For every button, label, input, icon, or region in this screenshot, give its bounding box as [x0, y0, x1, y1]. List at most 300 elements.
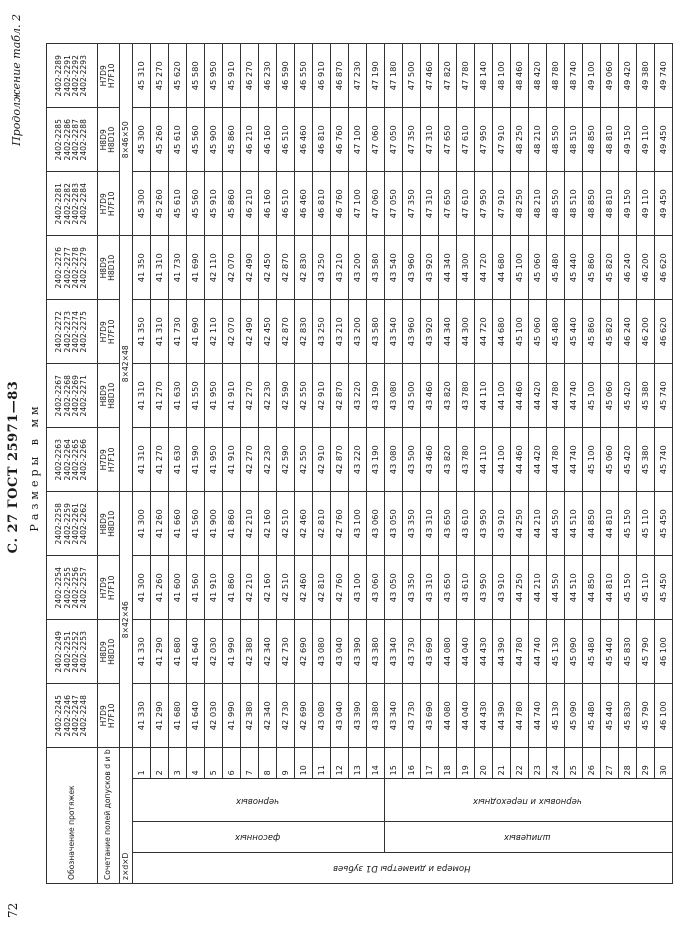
designation-code: 2402-2273: [62, 311, 72, 353]
diameter-value: 43 920: [421, 236, 439, 300]
diameter-value: 43 390: [349, 620, 367, 684]
designation-code: 2402-2278: [71, 247, 80, 289]
table-row: [223, 44, 241, 884]
diameter-value: 45 060: [529, 236, 547, 300]
designation-code: 2402-2288: [79, 119, 89, 161]
category-label: черновых и переходных: [473, 795, 583, 806]
diameter-value: 47 950: [475, 108, 493, 172]
document-header: С. 27 ГОСТ 25971—83: [6, 380, 21, 554]
diameter-value: 46 240: [619, 236, 637, 300]
diameter-value: 47 460: [421, 44, 439, 108]
tooth-number: 25: [565, 748, 583, 779]
table-row: [151, 44, 169, 884]
tooth-number: 28: [619, 748, 637, 779]
tooth-number: 14: [367, 748, 385, 779]
category-shaped: [133, 822, 385, 853]
table-caption: Продолжение табл. 2: [10, 14, 23, 146]
diameter-value: 46 550: [295, 44, 313, 108]
diameter-value: 46 210: [241, 108, 259, 172]
table-row: [565, 44, 583, 884]
table-row: [277, 44, 295, 884]
diameter-value: 41 550: [187, 364, 205, 428]
diameter-value: 43 080: [385, 428, 403, 492]
size-label: z×d×D: [119, 748, 132, 884]
designation-code: 2402-2265: [71, 439, 80, 481]
designation-cell: [47, 556, 98, 620]
diameter-value: 41 290: [151, 620, 169, 684]
diameter-value: 46 200: [637, 300, 655, 364]
diameter-value: 44 100: [493, 428, 511, 492]
diameter-value: 46 870: [331, 44, 349, 108]
diameter-value: 42 870: [331, 428, 349, 492]
table-row: [385, 44, 403, 884]
diameter-value: 46 240: [619, 300, 637, 364]
tolerance-code: H8D9: [99, 513, 108, 535]
tolerance-cell: [98, 492, 120, 556]
diameter-value: 42 450: [259, 300, 277, 364]
diameter-value: 48 210: [529, 172, 547, 236]
page-number: 72: [6, 902, 20, 918]
diameter-value: 46 100: [655, 620, 673, 684]
designation-cell: [47, 620, 98, 684]
designation-cell: [47, 108, 98, 172]
tooth-number: 7: [241, 748, 259, 779]
diameter-value: 41 680: [169, 684, 187, 748]
diameter-value: 42 510: [277, 556, 295, 620]
diameter-value: 48 100: [493, 44, 511, 108]
tooth-number: 27: [601, 748, 619, 779]
tolerance-label: Сочетание полей допусков d и b: [98, 748, 120, 884]
diameter-value: 43 050: [385, 556, 403, 620]
diameter-value: 45 480: [547, 236, 565, 300]
tolerance-code: H8D10: [107, 126, 117, 153]
diameter-value: 44 080: [439, 684, 457, 748]
table-row: [583, 44, 601, 884]
diameter-value: 46 270: [241, 44, 259, 108]
diameter-value: 44 460: [511, 364, 529, 428]
diameter-value: 44 420: [529, 364, 547, 428]
diameter-value: 42 910: [313, 364, 331, 428]
diameter-value: 43 610: [457, 556, 475, 620]
table-row: [403, 44, 421, 884]
tolerance-code: H8D9: [99, 641, 108, 663]
diameter-value: 41 300: [133, 492, 151, 556]
tolerance-code: H7F10: [107, 703, 117, 729]
diameter-value: 41 690: [187, 300, 205, 364]
tooth-number: 26: [583, 748, 601, 779]
diameter-value: 45 060: [529, 300, 547, 364]
diameter-value: 43 100: [349, 492, 367, 556]
diameter-value: 42 110: [205, 236, 223, 300]
diameter-value: 41 310: [133, 428, 151, 492]
diameter-value: 43 350: [403, 492, 421, 556]
table-row: [295, 44, 313, 884]
diameter-value: 43 250: [313, 236, 331, 300]
table-row: [493, 44, 511, 884]
diameter-value: 43 580: [367, 300, 385, 364]
diameter-value: 48 740: [565, 44, 583, 108]
designation-code: 2402-2287: [71, 119, 80, 161]
designation-code: 2402-2249: [54, 631, 64, 673]
tooth-number: 18: [439, 748, 457, 779]
diameter-value: 42 160: [259, 492, 277, 556]
diameter-value: 41 730: [169, 300, 187, 364]
tooth-number: 15: [385, 748, 403, 779]
diameter-value: 42 490: [241, 236, 259, 300]
diameter-value: 45 740: [655, 428, 673, 492]
diameter-value: 45 830: [619, 684, 637, 748]
diameter-value: 47 310: [421, 108, 439, 172]
diameter-value: 47 500: [403, 44, 421, 108]
diameter-value: 45 820: [601, 236, 619, 300]
tooth-number: 23: [529, 748, 547, 779]
diameter-value: 45 790: [637, 684, 655, 748]
designation-code: 2402-2284: [79, 183, 89, 225]
designation-code: 2402-2274: [71, 311, 80, 353]
diameter-value: 44 460: [511, 428, 529, 492]
diameter-value: 48 550: [547, 172, 565, 236]
table-row: [421, 44, 439, 884]
designation-code: 2402-2292: [71, 55, 80, 97]
diameter-value: 45 860: [223, 172, 241, 236]
diameter-value: 41 860: [223, 492, 241, 556]
diameter-value: 44 430: [475, 620, 493, 684]
diameter-value: 44 810: [601, 556, 619, 620]
designation-code: 2402-2262: [79, 503, 89, 545]
diameter-value: 42 030: [205, 684, 223, 748]
diameter-value: 44 340: [439, 236, 457, 300]
diameter-value: 41 660: [169, 492, 187, 556]
diameter-value: 44 420: [529, 428, 547, 492]
diameter-value: 43 380: [367, 620, 385, 684]
diameter-value: 43 910: [493, 492, 511, 556]
table-row: [241, 44, 259, 884]
diameter-value: 45 450: [655, 492, 673, 556]
designation-code: 2402-2259: [62, 503, 72, 545]
diameter-value: 44 720: [475, 236, 493, 300]
diameter-value: 41 640: [187, 620, 205, 684]
tolerance-code: H8D9: [99, 257, 108, 279]
category-sub: [133, 779, 385, 822]
table-row: [439, 44, 457, 884]
diameter-value: 45 860: [583, 236, 601, 300]
diameter-value: 41 640: [187, 684, 205, 748]
diameter-value: 47 060: [367, 172, 385, 236]
designation-code: 2402-2275: [79, 311, 89, 353]
diameter-value: 45 300: [133, 108, 151, 172]
diameter-value: 46 230: [259, 44, 277, 108]
designation-code: 2402-2286: [62, 119, 72, 161]
tooth-number: 30: [655, 748, 673, 779]
tooth-number: 11: [313, 748, 331, 779]
designation-code: 2402-2261: [71, 503, 80, 545]
diameter-value: 49 420: [619, 44, 637, 108]
diameter-value: 45 130: [547, 684, 565, 748]
diameter-value: 44 740: [565, 428, 583, 492]
size-row: [119, 44, 132, 884]
tolerance-row: [98, 44, 120, 884]
diameter-value: 42 730: [277, 684, 295, 748]
diameter-value: 42 380: [241, 620, 259, 684]
diameter-value: 42 810: [313, 556, 331, 620]
diameter-value: 47 050: [385, 108, 403, 172]
diameter-value: 45 910: [205, 172, 223, 236]
diameter-value: 45 110: [637, 492, 655, 556]
diameter-value: 43 460: [421, 364, 439, 428]
table-row: [259, 44, 277, 884]
diameter-value: 43 100: [349, 556, 367, 620]
diameter-value: 47 950: [475, 172, 493, 236]
diameter-value: 42 030: [205, 620, 223, 684]
tooth-number: 20: [475, 748, 493, 779]
tooth-number: 16: [403, 748, 421, 779]
table-row: [133, 44, 151, 884]
designation-code: 2402-2248: [79, 695, 89, 737]
units-subtitle: Размеры в мм: [28, 402, 41, 532]
diameter-value: 43 040: [331, 684, 349, 748]
diameter-value: 42 760: [331, 556, 349, 620]
diameter-value: 48 850: [583, 108, 601, 172]
diameter-value: 43 390: [349, 684, 367, 748]
diameter-value: 47 820: [439, 44, 457, 108]
diameter-value: 43 650: [439, 556, 457, 620]
tolerance-cell: [98, 556, 120, 620]
designation-code: 2402-2291: [62, 55, 72, 97]
table-row: [169, 44, 187, 884]
tolerance-code: H7F10: [107, 319, 117, 345]
tolerance-cell: [98, 44, 120, 108]
diameter-value: 42 590: [277, 428, 295, 492]
diameter-value: 42 450: [259, 236, 277, 300]
diameter-value: 42 590: [277, 364, 295, 428]
diameter-value: 45 900: [205, 108, 223, 172]
diameter-value: 45 560: [187, 172, 205, 236]
diameter-value: 44 300: [457, 236, 475, 300]
tolerance-cell: [98, 108, 120, 172]
diameter-value: 43 060: [367, 556, 385, 620]
diameter-value: 44 780: [511, 620, 529, 684]
diameter-value: 42 210: [241, 492, 259, 556]
diameter-value: 49 380: [637, 44, 655, 108]
diameter-value: 43 500: [403, 428, 421, 492]
diameter-value: 45 100: [511, 236, 529, 300]
diameter-value: 46 510: [277, 172, 295, 236]
diameter-value: 42 340: [259, 684, 277, 748]
designation-code: 2402-2279: [79, 247, 89, 289]
tolerance-cell: [98, 236, 120, 300]
diameter-value: 41 560: [187, 556, 205, 620]
designation-code: 2402-2276: [54, 247, 64, 289]
table-row: [637, 44, 655, 884]
diameter-value: 45 480: [583, 620, 601, 684]
diameter-value: 45 300: [133, 172, 151, 236]
tolerance-cell: [98, 300, 120, 364]
diameter-value: 43 650: [439, 492, 457, 556]
diameter-value: 45 440: [601, 684, 619, 748]
tooth-number: 29: [637, 748, 655, 779]
diameter-value: 45 100: [511, 300, 529, 364]
diameter-value: 41 260: [151, 492, 169, 556]
diameter-value: 46 910: [313, 44, 331, 108]
designation-code: 2402-2251: [62, 631, 72, 673]
diameter-value: 49 150: [619, 108, 637, 172]
diameter-value: 42 690: [295, 684, 313, 748]
diameter-value: 43 820: [439, 428, 457, 492]
diameter-value: 43 920: [421, 300, 439, 364]
diameter-value: 47 350: [403, 108, 421, 172]
diameter-value: 47 650: [439, 108, 457, 172]
diameter-value: 41 950: [205, 364, 223, 428]
diameter-value: 44 040: [457, 620, 475, 684]
designation-row: [47, 44, 98, 884]
diameter-value: 46 160: [259, 108, 277, 172]
diameter-value: 43 780: [457, 364, 475, 428]
diameter-value: 46 810: [313, 108, 331, 172]
diameter-value: 43 950: [475, 492, 493, 556]
tooth-number: 9: [277, 748, 295, 779]
designation-code: 2402-2271: [79, 375, 89, 417]
diameter-value: 45 060: [601, 428, 619, 492]
diameter-value: 45 480: [547, 300, 565, 364]
diameter-value: 45 420: [619, 364, 637, 428]
diameter-value: 41 910: [223, 428, 241, 492]
diameter-value: 41 310: [133, 364, 151, 428]
diameter-value: 45 260: [151, 172, 169, 236]
table-row: [475, 44, 493, 884]
diameter-value: 42 230: [259, 364, 277, 428]
tooth-number: 17: [421, 748, 439, 779]
designation-code: 2402-2252: [71, 631, 80, 673]
tolerance-cell: [98, 172, 120, 236]
tolerance-cell: [98, 428, 120, 492]
diameter-value: 46 100: [655, 684, 673, 748]
diameter-value: 45 440: [565, 300, 583, 364]
diameter-value: 45 480: [583, 684, 601, 748]
diameter-value: 49 450: [655, 172, 673, 236]
tolerance-code: H8D9: [99, 385, 108, 407]
diameter-value: 46 760: [331, 108, 349, 172]
diameter-value: 41 910: [223, 364, 241, 428]
diameter-value: 45 580: [187, 44, 205, 108]
diameter-value: 45 610: [169, 108, 187, 172]
diameter-value: 48 510: [565, 172, 583, 236]
designation-cell: [47, 684, 98, 748]
diameter-value: 47 780: [457, 44, 475, 108]
table-row: [187, 44, 205, 884]
table-row: [601, 44, 619, 884]
diameter-value: 42 490: [241, 300, 259, 364]
diameter-value: 44 210: [529, 492, 547, 556]
tolerance-code: H7D9: [99, 193, 108, 215]
diameter-value: 43 540: [385, 236, 403, 300]
designation-code: 2402-2281: [54, 183, 64, 225]
diameter-value: 41 990: [223, 684, 241, 748]
designation-code: 2402-2289: [54, 55, 64, 97]
diameter-value: 42 270: [241, 364, 259, 428]
tooth-number: 2: [151, 748, 169, 779]
diameter-value: 43 910: [493, 556, 511, 620]
diameter-value: 47 100: [349, 108, 367, 172]
diameter-value: 43 250: [313, 300, 331, 364]
tolerance-code: H7D9: [99, 577, 108, 599]
diameter-value: 45 380: [637, 364, 655, 428]
tooth-number: 22: [511, 748, 529, 779]
diameter-value: 42 460: [295, 556, 313, 620]
diameter-value: 43 220: [349, 364, 367, 428]
diameter-value: 43 820: [439, 364, 457, 428]
diameter-value: 43 340: [385, 684, 403, 748]
diameter-value: 42 210: [241, 556, 259, 620]
diameter-value: 43 730: [403, 620, 421, 684]
diameter-value: 44 340: [439, 300, 457, 364]
side-label: Номера и диаметры D1 зубьев: [332, 863, 471, 874]
designation-code: 2402-2293: [79, 55, 89, 97]
diameter-value: 44 740: [529, 684, 547, 748]
diameter-value: 43 310: [421, 556, 439, 620]
diameter-value: 44 780: [547, 364, 565, 428]
diameter-value: 45 090: [565, 620, 583, 684]
diameter-value: 44 740: [565, 364, 583, 428]
table-row: [313, 44, 331, 884]
diameter-value: 44 110: [475, 428, 493, 492]
diameter-value: 48 460: [511, 44, 529, 108]
tolerance-code: H7F10: [107, 191, 117, 217]
designation-code: 2402-2282: [62, 183, 72, 225]
table-row: [367, 44, 385, 884]
diameter-value: 43 050: [385, 492, 403, 556]
diameter-value: 42 510: [277, 492, 295, 556]
diameter-value: 47 650: [439, 172, 457, 236]
diameter-value: 49 740: [655, 44, 673, 108]
diameter-value: 47 190: [367, 44, 385, 108]
diameter-value: 45 610: [169, 172, 187, 236]
diameter-value: 48 140: [475, 44, 493, 108]
table-row: [205, 44, 223, 884]
diameter-value: 44 510: [565, 492, 583, 556]
diameter-value: 44 390: [493, 620, 511, 684]
diameter-value: 49 150: [619, 172, 637, 236]
diameter-value: 45 380: [637, 428, 655, 492]
diameter-value: 44 110: [475, 364, 493, 428]
diameter-value: 43 340: [385, 620, 403, 684]
category-sub-label: черновых: [236, 795, 280, 806]
diameter-value: 41 690: [187, 236, 205, 300]
diameter-value: 41 350: [133, 236, 151, 300]
tooth-number: 21: [493, 748, 511, 779]
tolerance-code: H7F10: [107, 575, 117, 601]
designation-code: 2402-2264: [62, 439, 72, 481]
size-group: 8×42×48: [119, 236, 132, 492]
diameter-value: 43 040: [331, 620, 349, 684]
designation-code: 2402-2246: [62, 695, 72, 737]
diameter-value: 44 080: [439, 620, 457, 684]
designation-code: 2402-2245: [54, 695, 64, 737]
diameter-value: 46 620: [655, 300, 673, 364]
diameter-value: 43 080: [313, 620, 331, 684]
diameter-value: 49 100: [583, 44, 601, 108]
diameter-value: 45 740: [655, 364, 673, 428]
diameter-value: 42 550: [295, 428, 313, 492]
diameter-value: 43 460: [421, 428, 439, 492]
diameter-value: 42 460: [295, 492, 313, 556]
diameter-value: 47 910: [493, 172, 511, 236]
diameter-value: 41 310: [151, 236, 169, 300]
designation-code: 2402-2268: [62, 375, 72, 417]
tolerance-code: H8D10: [107, 254, 117, 281]
diameter-value: 44 550: [547, 492, 565, 556]
diameter-value: 42 110: [205, 300, 223, 364]
diameter-value: 49 110: [637, 108, 655, 172]
